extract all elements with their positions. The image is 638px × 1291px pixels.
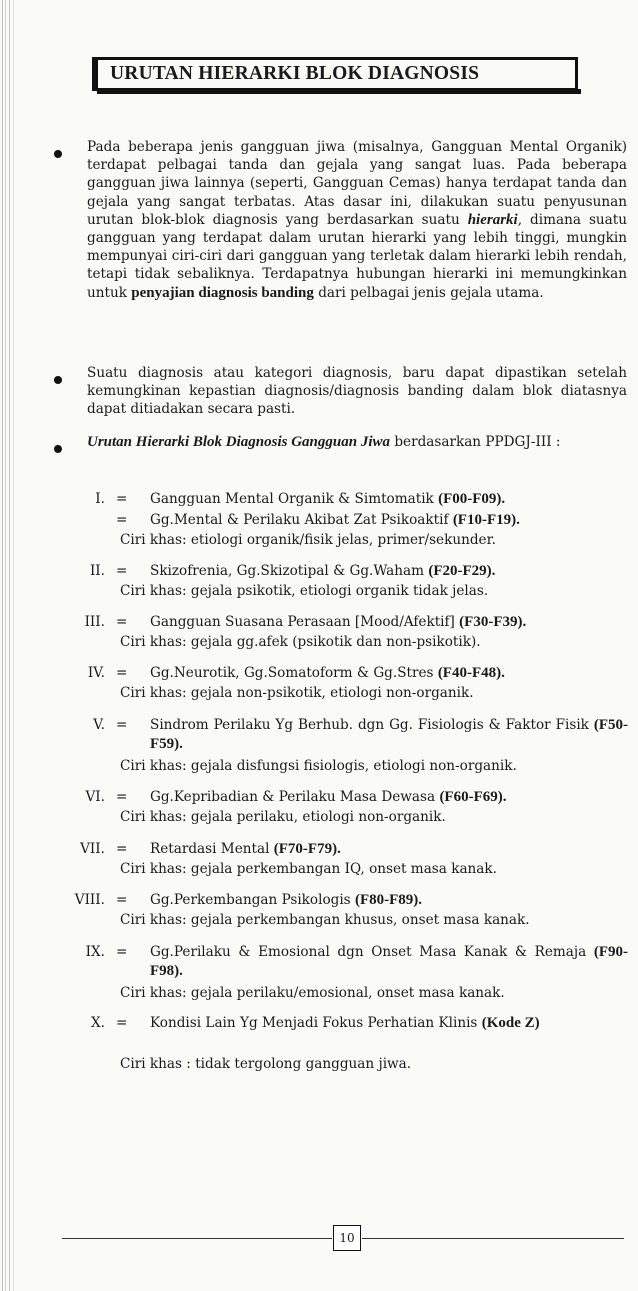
item-number: IX. (85, 944, 105, 960)
item-number: III. (84, 614, 105, 630)
item-label: Gangguan Mental Organik & Simtomatik (F00-F09). (150, 491, 506, 507)
page-number: 10 (333, 1225, 361, 1251)
paragraph-1-emphasis: hierarki (467, 211, 518, 228)
item-label: Gg.Mental & Perilaku Akibat Zat Psikoaktif (F10-F19). (150, 512, 520, 528)
item-code: (F70-F79). (273, 841, 341, 857)
item-ciri: Ciri khas: gejala perilaku, etiologi non-organik. (120, 809, 446, 825)
binding-edge (0, 0, 16, 1291)
item-label: Kondisi Lain Yg Menjadi Fokus Perhatian Klinis (Kode Z) (150, 1015, 540, 1031)
item-ciri: Ciri khas : tidak tergolong gangguan jiwa. (120, 1056, 412, 1072)
item-code: (F30-F39). (459, 614, 527, 630)
item-code: (F20-F29). (428, 563, 496, 579)
item-number: I. (95, 491, 105, 507)
item-label: Gg.Perkembangan Psikologis (F80-F89). (150, 892, 423, 908)
paragraph-3: Urutan Hierarki Blok Diagnosis Gangguan Jiwa berdasarkan PPDGJ-III : (87, 434, 561, 450)
equals-sign: = (116, 944, 128, 960)
item-number: VII. (80, 841, 105, 857)
item-number: V. (93, 717, 105, 733)
item-code: (F80-F89). (354, 892, 423, 908)
item-label: Gg.Perilaku & Emosional dgn Onset Masa Kanak & Remaja (F90-F98). (150, 944, 628, 979)
item-number: X. (91, 1015, 105, 1031)
item-code: (F00-F09). (438, 491, 506, 507)
equals-sign: = (116, 665, 128, 681)
equals-sign: = (116, 491, 128, 507)
item-code: (F50-F59). (150, 717, 628, 752)
item-code: (Kode Z) (481, 1015, 540, 1031)
item-label: Sindrom Perilaku Yg Berhub. dgn Gg. Fisiologis & Faktor Fisik (F50-F59). (150, 717, 628, 752)
bullet-2 (54, 376, 62, 384)
item-label: Skizofrenia, Gg.Skizotipal & Gg.Waham (F20-F29). (150, 563, 496, 579)
equals-sign: = (116, 717, 128, 733)
item-number: VIII. (74, 892, 105, 908)
bullet-1 (54, 150, 62, 158)
item-ciri: Ciri khas: gejala perkembangan khusus, onset masa kanak. (120, 912, 530, 928)
item-label: Retardasi Mental (F70-F79). (150, 841, 341, 857)
item-code: (F60-F69). (439, 789, 507, 805)
paragraph-1-bold: penyajian diagnosis banding (131, 284, 314, 301)
item-ciri: Ciri khas: gejala perilaku/emosional, onset masa kanak. (120, 985, 505, 1001)
item-number: II. (89, 563, 105, 579)
item-code: (F10-F19). (452, 512, 520, 528)
bullet-3 (54, 445, 62, 453)
item-ciri: Ciri khas: gejala perkembangan IQ, onset masa kanak. (120, 861, 497, 877)
equals-sign: = (116, 892, 128, 908)
item-ciri: Ciri khas: gejala gg.afek (psikotik dan non-psikotik). (120, 634, 481, 650)
paragraph-1: Pada beberapa jenis gangguan jiwa (misalnya, Gangguan Mental Organik) terdapat pelbagai tanda dan gejala yang sangat luas. Pada beberapa gangguan jiwa lainnya (seperti, Gangguan Cemas) hanya terdapat tanda dan gejala yang sangat terbatas. Atas dasar ini, dilakukan suatu penyusunan urutan blok-blok diagnosis yang berdasarkan suatu hierarki, dimana suatu gangguan yang terdapat dalam urutan hierarki yang lebih tinggi, mungkin mempunyai ciri-ciri dari gangguan yang terletak dalam hierarki lebih rendah, tetapi tidak sebaliknya. Terdapatnya hubungan hierarki ini memungkinkan untuk penyajian diagnosis banding dari pelbagai jenis gejala utama. (87, 139, 628, 301)
item-label: Gg.Kepribadian & Perilaku Masa Dewasa (F60-F69). (150, 789, 507, 805)
item-number: VI. (85, 789, 105, 805)
equals-sign: = (116, 841, 128, 857)
item-label: Gangguan Suasana Perasaan [Mood/Afektif] (F30-F39). (150, 614, 527, 630)
section-heading: Urutan Hierarki Blok Diagnosis Gangguan Jiwa (87, 434, 390, 450)
equals-sign: = (116, 1015, 128, 1031)
paragraph-2: Suatu diagnosis atau kategori diagnosis, baru dapat dipastikan setelah kemungkinan kepastian diagnosis/diagnosis banding dalam blok diatasnya dapat ditiadakan secara pasti. (87, 365, 627, 418)
title-shadow (97, 89, 581, 94)
equals-sign: = (116, 614, 128, 630)
equals-sign: = (116, 789, 128, 805)
page-title: URUTAN HIERARKI BLOK DIAGNOSIS (92, 57, 578, 91)
item-label: Gg.Neurotik, Gg.Somatoform & Gg.Stres (F40-F48). (150, 665, 505, 681)
item-number: IV. (87, 665, 105, 681)
equals-sign: = (116, 512, 128, 528)
item-ciri: Ciri khas: etiologi organik/fisik jelas, primer/sekunder. (120, 532, 496, 548)
item-ciri: Ciri khas: gejala psikotik, etiologi organik tidak jelas. (120, 583, 489, 599)
item-ciri: Ciri khas: gejala non-psikotik, etiologi non-organik. (120, 685, 474, 701)
item-code: (F90-F98). (150, 944, 628, 979)
item-ciri: Ciri khas: gejala disfungsi fisiologis, etiologi non-organik. (120, 758, 517, 774)
item-code: (F40-F48). (437, 665, 505, 681)
equals-sign: = (116, 563, 128, 579)
footer-rule-left (62, 1238, 332, 1239)
footer-rule-right (362, 1238, 624, 1239)
